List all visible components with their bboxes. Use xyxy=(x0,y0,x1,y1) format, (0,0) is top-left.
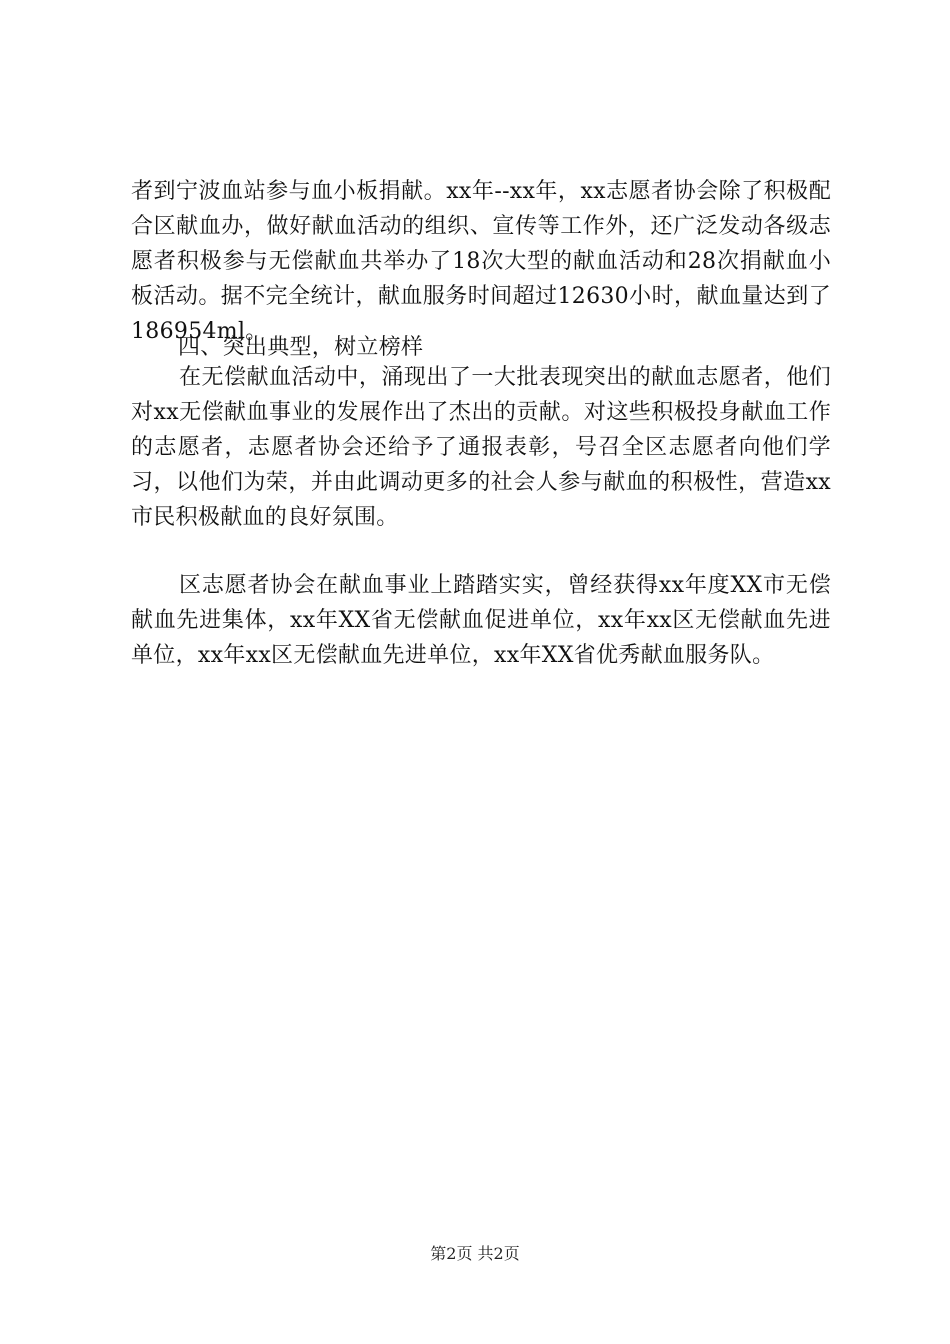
paragraph-blood-donation-stats: 者到宁波血站参与血小板捐献。xx年--xx年，xx志愿者协会除了积极配合区献血办，做好献血活动的组织、宣传等工作外，还广泛发动各级志愿者积极参与无偿献血共举办了18次大型的献血活动和28次捐献血小板活动。据不完全统计，献血服务时间超过12630小时，献血量达到了186954ml。 xyxy=(131,179,831,344)
paragraph-awards: 区志愿者协会在献血事业上踏踏实实，曾经获得xx年度XX市无偿献血先进集体，xx年XX省无偿献血促进单位，xx年xx区无偿献血先进单位，xx年xx区无偿献血先进单位，xx年XX省优秀献血服务队。 xyxy=(131,573,831,668)
section-heading-4: 四、突出典型，树立榜样 xyxy=(178,335,424,360)
paragraph-outstanding-volunteers: 在无偿献血活动中，涌现出了一大批表现突出的献血志愿者，他们对xx无偿献血事业的发展作出了杰出的贡献。对这些积极投身献血工作的志愿者，志愿者协会还给予了通报表彰，号召全区志愿者向他们学习，以他们为荣，并由此调动更多的社会人参与献血的积极性，营造xx市民积极献血的良好氛围。 xyxy=(131,365,831,530)
page-footer: 第2页 共2页 xyxy=(430,1244,520,1263)
